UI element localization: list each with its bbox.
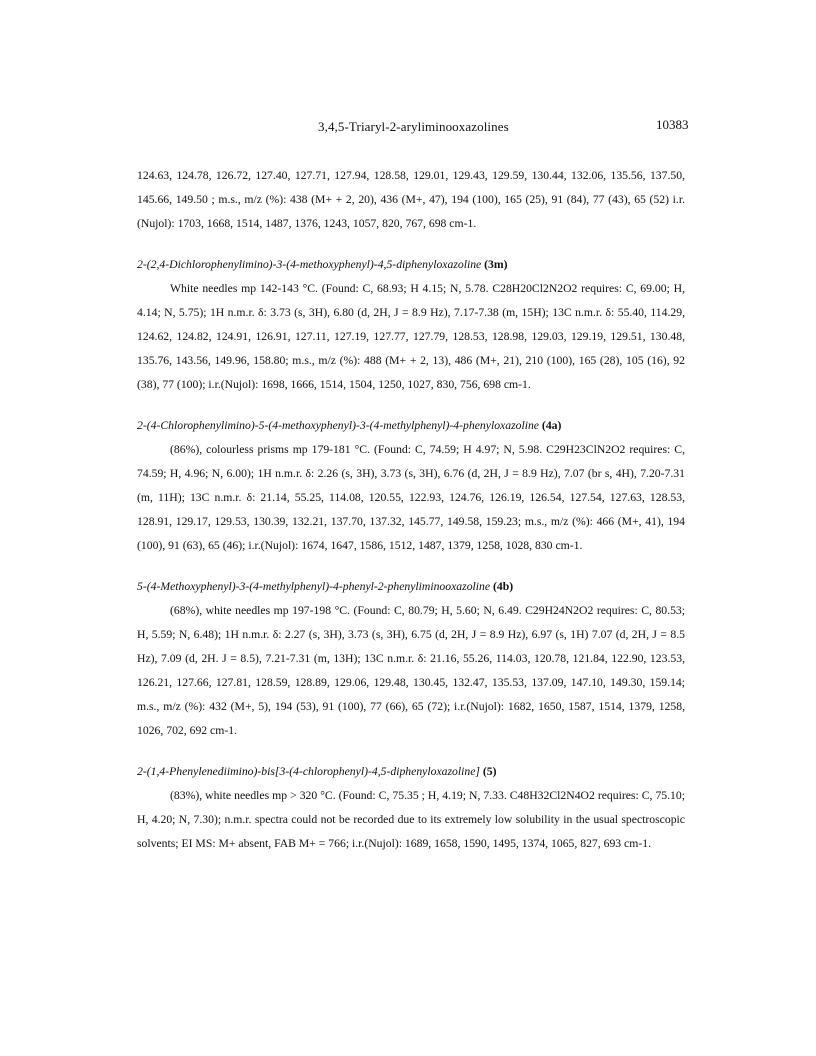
compound-entry-5 [137, 760, 685, 856]
compound-entry-4b [137, 575, 685, 743]
compound-entry-3m [137, 253, 685, 397]
compound-label: (5) [482, 765, 497, 778]
compound-entry-4a [137, 414, 685, 558]
document-body [137, 164, 685, 856]
compound-heading [137, 760, 685, 784]
compound-description: (86%), colourless prisms mp 179-181 °C. (Found: C, 74.59; H 4.97; N, 5.98. C29H23ClN2O2 requires: C, 74.59; H, 4.96; N, 6.00); 1H n.m.r. δ: 2.26 (s, 3H), 3.73 (s, 3H), 6.76 (d, 2H, J = 8.9 Hz), 7.07 (br s, 4H), 7.20-7.31 (m, 11H); 13C n.m.r. δ: 21.14, 55.25, 114.08, 120.55, 122.93, 124.76, 126.19, 126.54, 127.54, 127.63, 128.53, 128.91, 129.17, 129.53, 130.39, 132.21, 137.70, 137.32, 145.77, 149.58, 159.23; m.s., m/z (%): 466 (M+, 41), 194 (100), 91 (63), 65 (46); i.r.(Nujol): 1674, 1647, 1586, 1512, 1487, 1379, 1258, 1028, 830 cm-1. [137, 443, 685, 552]
compound-heading [137, 414, 685, 438]
compound-name: 2-(1,4-Phenylenediimino)-bis[3-(4-chlorophenyl)-4,5-diphenyloxazoline] [137, 765, 480, 778]
running-head [0, 119, 816, 139]
compound-label: (3m) [484, 258, 508, 271]
compound-name: 2-(4-Chlorophenylimino)-5-(4-methoxyphenyl)-3-(4-methylphenyl)-4-phenyloxazoline [137, 419, 539, 432]
continuation-paragraph: 124.63, 124.78, 126.72, 127.40, 127.71, 127.94, 128.58, 129.01, 129.43, 129.59, 130.44, 132.06, 135.56, 137.50, 145.66, 149.50 ; m.s., m/z (%): 438 (M+ + 2, 20), 436 (M+, 47), 194 (100), 165 (25), 91 (84), 77 (43), 65 (52) i.r.(Nujol): 1703, 1668, 1514, 1487, 1376, 1243, 1057, 820, 767, 698 cm-1. [137, 169, 685, 230]
compound-label: (4a) [541, 419, 562, 432]
running-head-title: 3,4,5-Triaryl-2-aryliminooxazolines [318, 119, 509, 134]
compound-name: 2-(2,4-Dichlorophenylimino)-3-(4-methoxyphenyl)-4,5-diphenyloxazoline [137, 258, 482, 271]
compound-description: (83%), white needles mp > 320 °C. (Found: C, 75.35 ; H, 4.19; N, 7.33. C48H32Cl2N4O2 requires: C, 75.10; H, 4.20; N, 7.30); n.m.r. spectra could not be recorded due to its extremely low solubility in the usual spectroscopic solvents; EI MS: M+ absent, FAB M+ = 766; i.r.(Nujol): 1689, 1658, 1590, 1495, 1374, 1065, 827, 693 cm-1. [137, 789, 685, 850]
compound-description: White needles mp 142-143 °C. (Found: C, 68.93; H 4.15; N, 5.78. C28H20Cl2N2O2 requires: C, 69.00; H, 4.14; N, 5.75); 1H n.m.r. δ: 3.73 (s, 3H), 6.80 (d, 2H, J = 8.9 Hz), 7.17-7.38 (m, 15H); 13C n.m.r. δ: 55.40, 114.29, 124.62, 124.82, 124.91, 126.91, 127.11, 127.19, 127.77, 127.79, 128.53, 128.98, 129.03, 129.19, 129.51, 130.48, 135.76, 143.56, 149.96, 158.80; m.s., m/z (%): 488 (M+ + 2, 13), 486 (M+, 21), 210 (100), 165 (28), 105 (16), 92 (38), 77 (100); i.r.(Nujol): 1698, 1666, 1514, 1504, 1250, 1027, 830, 756, 698 cm-1. [137, 282, 685, 391]
compound-heading [137, 575, 685, 599]
page-number: 10383 [656, 117, 689, 132]
compound-name: 5-(4-Methoxyphenyl)-3-(4-methylphenyl)-4-phenyl-2-phenyliminooxazoline [137, 580, 491, 593]
compound-description: (68%), white needles mp 197-198 °C. (Found: C, 80.79; H, 5.60; N, 6.49. C29H24N2O2 requires: C, 80.53; H, 5.59; N, 6.48); 1H n.m.r. δ: 2.27 (s, 3H), 3.73 (s, 3H), 6.75 (d, 2H, J = 8.9 Hz), 6.97 (s, 1H) 7.07 (d, 2H, J = 8.5 Hz), 7.09 (d, 2H. J = 8.5), 7.21-7.31 (m, 13H); 13C n.m.r. δ: 21.16, 55.26, 114.03, 120.78, 121.84, 122.90, 123.53, 126.21, 127.66, 127.81, 128.59, 128.89, 129.06, 129.48, 130.45, 132.47, 135.53, 137.09, 147.10, 149.30, 159.14; m.s., m/z (%): 432 (M+, 5), 194 (53), 91 (100), 77 (66), 65 (72); i.r.(Nujol): 1682, 1650, 1587, 1514, 1379, 1258, 1026, 702, 692 cm-1. [137, 604, 685, 737]
compound-label: (4b) [493, 580, 514, 593]
compound-heading [137, 253, 685, 277]
